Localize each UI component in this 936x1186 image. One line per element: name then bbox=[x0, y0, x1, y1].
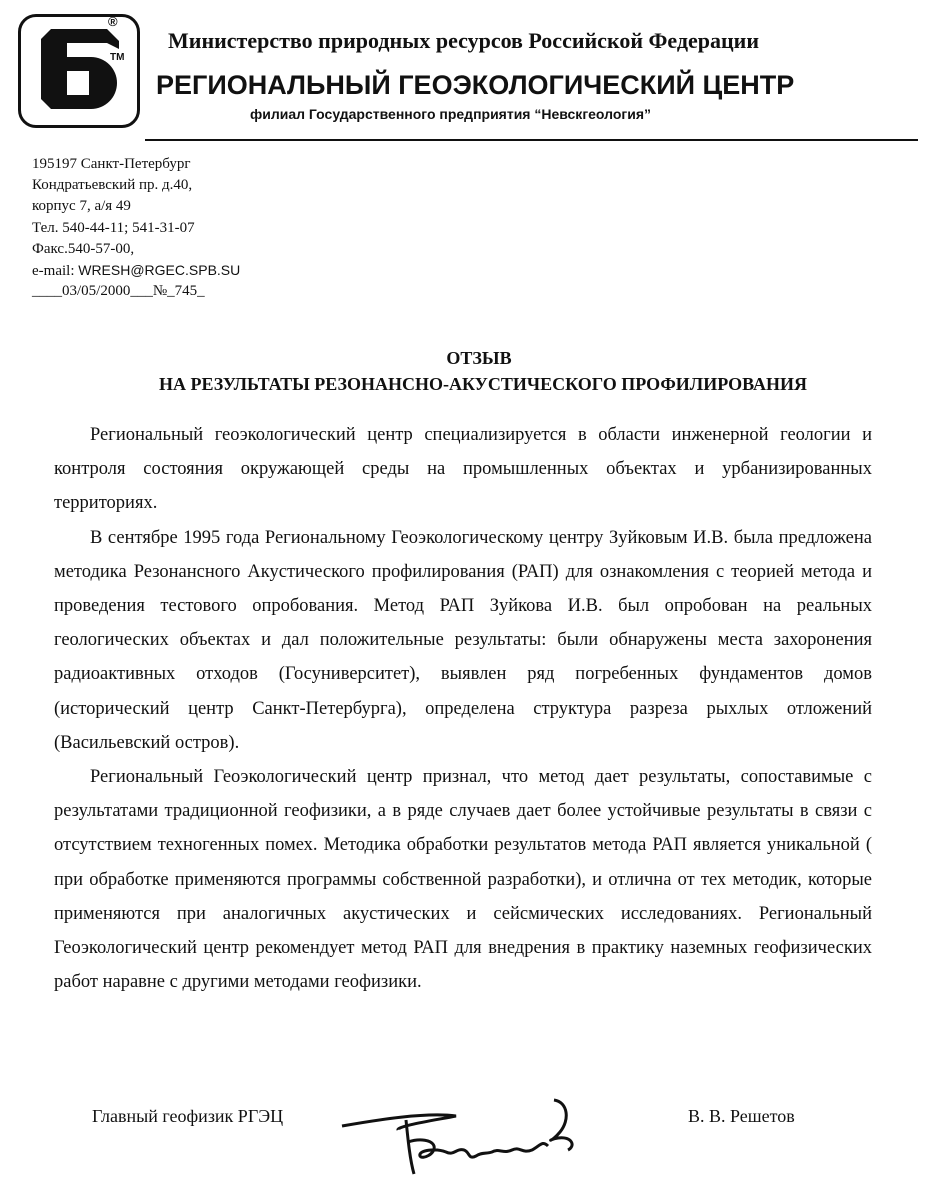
trademark-mark: ТМ bbox=[110, 52, 125, 63]
ministry-heading: Министерство природных ресурсов Российской Федерации bbox=[168, 28, 760, 53]
address-line: Кондратьевский пр. д.40, bbox=[32, 177, 193, 194]
letterhead-divider bbox=[145, 139, 918, 141]
paragraph-1 bbox=[54, 418, 872, 521]
paragraph-1-text: Региональный геоэкологический центр специализируется в области инженерной геологии и контроля состояния окружающей среды на промышленных объектах и урбанизированных территориях. bbox=[54, 425, 872, 514]
email-address: WRESH@RGEC.SPB.SU bbox=[78, 261, 241, 278]
date-number-line: ____03/05/2000___№_745_ bbox=[32, 283, 205, 300]
registered-mark: ® bbox=[108, 14, 118, 29]
email-line bbox=[32, 260, 240, 281]
paragraph-2 bbox=[54, 521, 872, 760]
fax-line: Факс.540-57-00, bbox=[32, 240, 135, 257]
paragraph-3 bbox=[54, 760, 872, 999]
logo-emblem-icon bbox=[21, 17, 137, 125]
signatory-title: Главный геофизик РГЭЦ bbox=[92, 1106, 284, 1126]
organization-name: РЕГИОНАЛЬНЫЙ ГЕОЭКОЛОГИЧЕСКИЙ ЦЕНТР bbox=[156, 70, 795, 100]
branch-subtitle: филиал Государственного предприятия “Невскгеология” bbox=[250, 106, 652, 122]
address-block bbox=[32, 154, 240, 302]
address-line: корпус 7, а/я 49 bbox=[32, 198, 131, 215]
title-line-2: НА РЕЗУЛЬТАТЫ РЕЗОНАНСНО-АКУСТИЧЕСКОГО ПРОФИЛИРОВАНИЯ bbox=[159, 374, 807, 394]
signatory-name: В. В. Решетов bbox=[688, 1106, 795, 1126]
handwritten-signature bbox=[336, 1090, 586, 1175]
organization-logo bbox=[18, 14, 140, 128]
letter-body bbox=[54, 418, 872, 999]
paragraph-3-text: Региональный Геоэкологический центр признал, что метод дает результаты, сопоставимые с результатами традиционной геофизики, а в ряде случаев дает более устойчивые результаты в связи с отсутствием техногенных помех. Методика обработки результатов метода РАП является уникальной ( при обработке применяются программы собственной разработки), и отлична от тех методик, которые применяются при аналогичных акустических и сейсмических исследованиях. Региональный Геоэкологический центр рекомендует метод РАП для внедрения в практику наземных геофизических работ наравне с другими методами геофизики. bbox=[54, 767, 872, 993]
phone-line: Тел. 540-44-11; 541-31-07 bbox=[32, 219, 195, 236]
document-title bbox=[0, 345, 936, 397]
paragraph-2-text: В сентябре 1995 года Региональному Геоэкологическому центру Зуйковым И.В. была предложена методика Резонансного Акустического профилирования (РАП) для ознакомления с теорией метода и проведения тестового опробования. Метод РАП Зуйкова И.В. был опробован на реальных геологических объектах и дал положительные результаты: были обнаружены места захоронения радиоактивных отходов (Госуниверситет), выявлен ряд погребенных фундаментов домов (исторический центр Санкт-Петербурга), определена структура разреза рыхлых отложений (Васильевский остров). bbox=[54, 527, 872, 753]
email-label: e-mail: bbox=[32, 262, 79, 279]
address-line: 195197 Санкт-Петербург bbox=[32, 156, 191, 172]
title-line-1: ОТЗЫВ bbox=[446, 348, 512, 368]
